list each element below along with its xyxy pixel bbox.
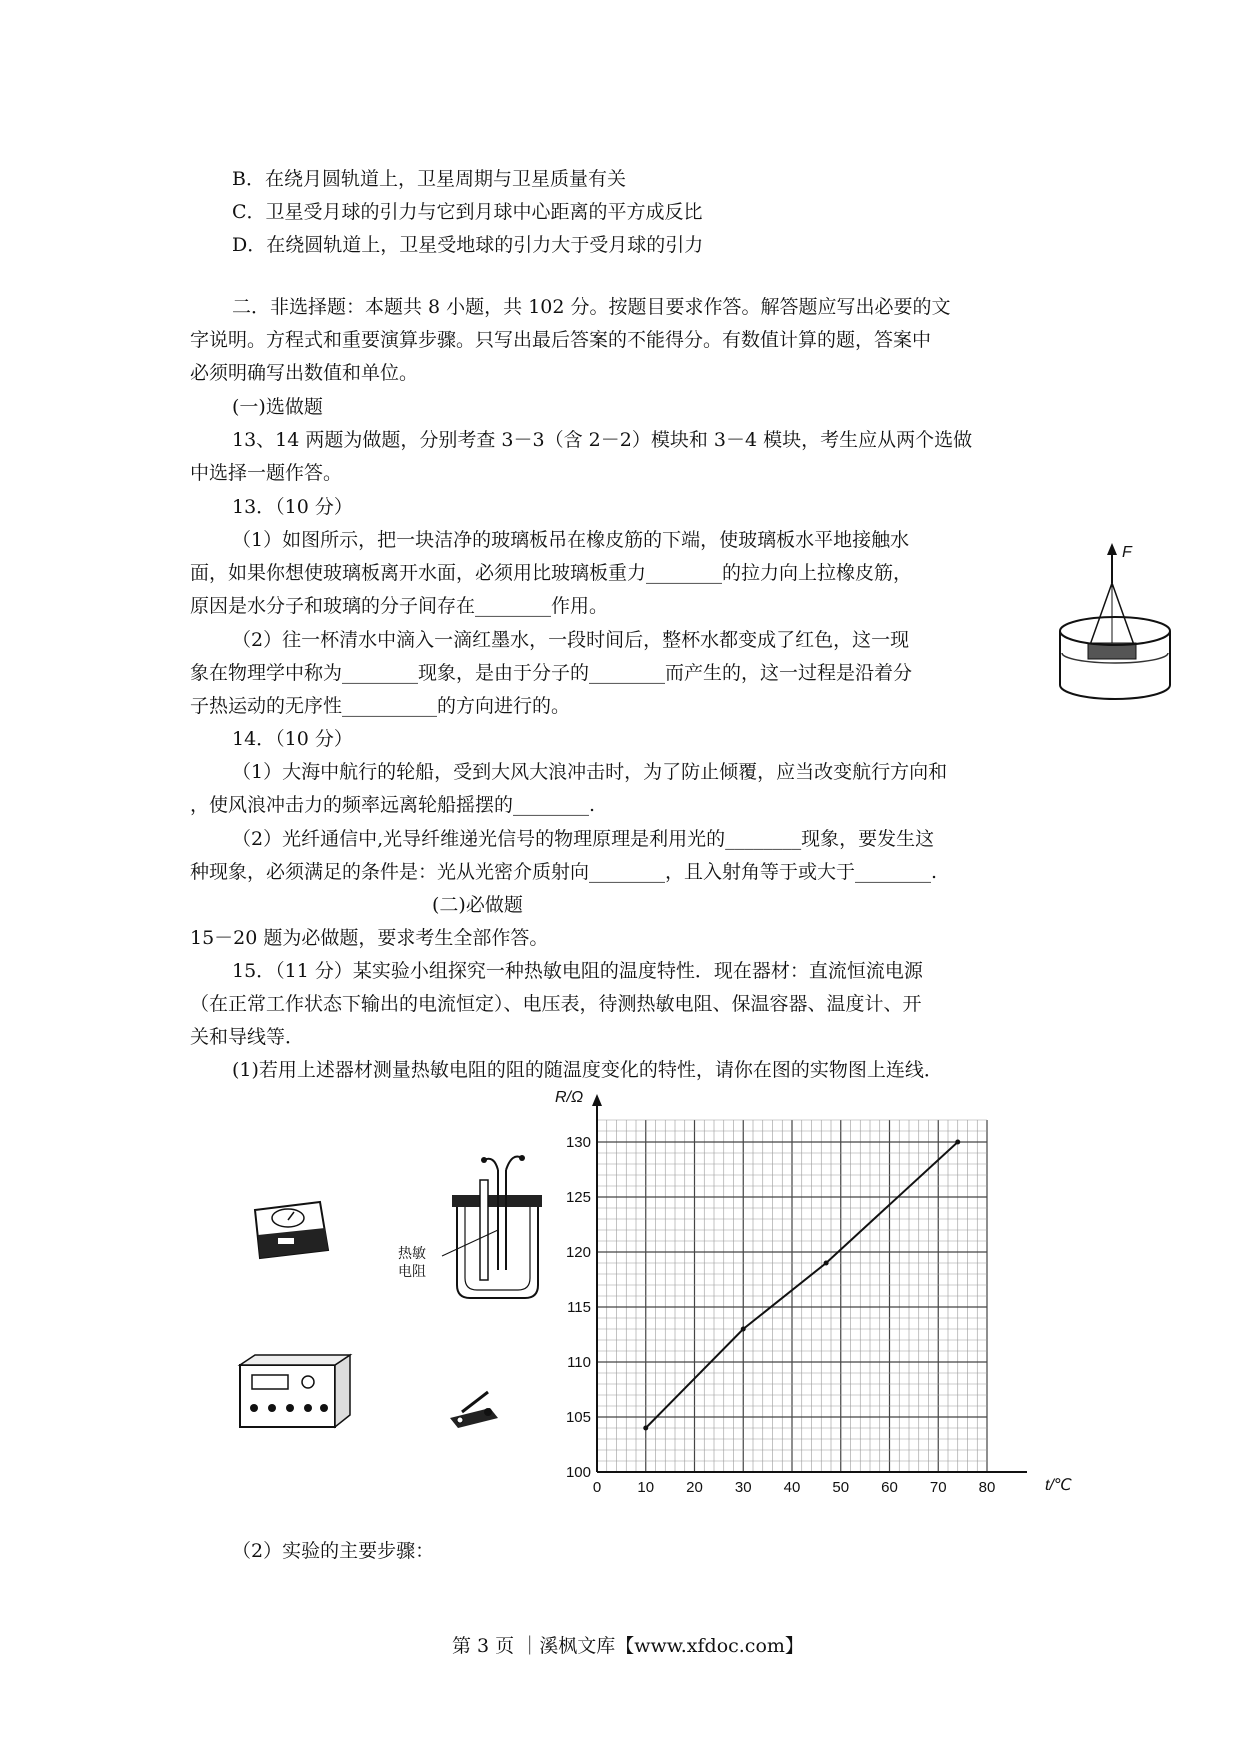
q13-p2-line: （2）往一杯清水中滴入一滴红墨水，一段时间后，整杯水都变成了红色，这一现 — [232, 629, 910, 651]
required-note: 15－20 题为必做题，要求考生全部作答。 — [190, 927, 549, 949]
section2-intro-line: 必须明确写出数值和单位。 — [190, 362, 419, 384]
y-tick-label: 115 — [567, 1299, 591, 1316]
x-tick-label: 60 — [881, 1479, 898, 1496]
data-point — [741, 1327, 746, 1332]
force-label: F — [1122, 544, 1132, 561]
optional-note-line: 中选择一题作答。 — [190, 462, 343, 484]
option-d: D．在绕圆轨道上，卫星受地球的引力大于受月球的引力 — [232, 234, 704, 256]
q15-step1: (1)若用上述器材测量热敏电阻的阻的随温度变化的特性，请你在图的实物图上连线． — [232, 1059, 943, 1081]
q15-line: 15．（11 分）某实验小组探究一种热敏电阻的温度特性．现在器材：直流恒流电源 — [232, 960, 923, 982]
x-tick-label: 30 — [734, 1479, 752, 1496]
q13-p1-line: 原因是水分子和玻璃的分子间存在________作用。 — [190, 595, 609, 617]
y-tick-label: 125 — [565, 1189, 591, 1206]
q13-p1-line: （1）如图所示，把一块洁净的玻璃板吊在橡皮筋的下端，使玻璃板水平地接触水 — [232, 529, 910, 551]
page-footer: 第 3 页 ｜溪枫文库【www.xfdoc.com】 — [452, 1635, 804, 1657]
q13-p2-line: 象在物理学中称为________现象，是由于分子的________而产生的，这一过程是沿着分 — [190, 662, 913, 684]
insulated-container-icon — [398, 1155, 542, 1298]
x-tick-label: 40 — [783, 1479, 801, 1496]
x-tick-label: 80 — [978, 1479, 996, 1496]
q13-p1-line: 面，如果你想使玻璃板离开水面，必须用比玻璃板重力________的拉力向上拉橡皮筋， — [190, 562, 913, 584]
y-tick-label: 110 — [567, 1354, 591, 1371]
switch-icon — [450, 1392, 498, 1428]
q14-header: 14．（10 分） — [232, 728, 353, 750]
x-tick-label: 0 — [592, 1479, 602, 1496]
x-tick-label: 10 — [637, 1479, 655, 1496]
thermistor-label: 电阻 — [398, 1263, 426, 1279]
x-tick-label: 20 — [686, 1479, 703, 1496]
power-supply-icon — [240, 1355, 350, 1427]
optional-note-line: 13、14 两题为做题，分别考查 3－3（含 2－2）模块和 3－4 模块，考生应从两个选做 — [232, 429, 973, 451]
y-tick-label: 130 — [565, 1134, 591, 1151]
data-point — [824, 1261, 829, 1266]
optional-heading: (一)选做题 — [232, 396, 323, 418]
section2-intro-line: 字说明。方程式和重要演算步骤。只写出最后答案的不能得分。有数值计算的题，答案中 — [190, 329, 932, 351]
glass-plate-figure — [1050, 535, 1200, 715]
q13-header: 13．（10 分） — [232, 496, 353, 518]
data-point — [955, 1140, 960, 1145]
thermistor-label: 热敏 — [398, 1245, 426, 1261]
q14-p1-line: （1）大海中航行的轮船，受到大风大浪冲击时，为了防止倾覆，应当改变航行方向和 — [232, 761, 948, 783]
y-tick-label: 100 — [565, 1464, 591, 1481]
section2-intro-line: 二．非选择题：本题共 8 小题，共 102 分。按题目要求作答。解答题应写出必要的文 — [232, 296, 951, 318]
required-heading: (二)必做题 — [432, 894, 523, 916]
q14-p2-line: 种现象，必须满足的条件是：光从光密介质射向________，且入射角等于或大于________. — [190, 861, 938, 883]
apparatus-figure — [230, 1150, 550, 1440]
resistance-temperature-chart — [545, 1080, 1095, 1505]
y-axis-label: R/Ω — [555, 1089, 584, 1106]
data-point — [643, 1426, 648, 1431]
y-axis-arrow — [592, 1094, 602, 1106]
q14-p1-line: ，使风浪冲击力的频率远离轮船摇摆的________. — [190, 794, 596, 816]
x-tick-label: 50 — [832, 1479, 850, 1496]
q15-line: （在正常工作状态下输出的电流恒定）、电压表，待测热敏电阻、保温容器、温度计、开 — [190, 993, 922, 1015]
option-c: C．卫星受月球的引力与它到月球中心距离的平方成反比 — [232, 201, 703, 223]
q14-p2-line: （2）光纤通信中,光导纤维递光信号的物理原理是利用光的________现象，要发生这 — [232, 828, 935, 850]
voltmeter-icon — [255, 1202, 328, 1258]
x-tick-label: 70 — [929, 1479, 947, 1496]
option-b: B．在绕月圆轨道上，卫星周期与卫星质量有关 — [232, 168, 626, 190]
q15-line: 关和导线等． — [190, 1026, 305, 1048]
y-tick-label: 105 — [565, 1409, 591, 1426]
q13-p2-line: 子热运动的无序性__________的方向进行的。 — [190, 695, 571, 717]
q15-step2: （2）实验的主要步骤： — [232, 1540, 435, 1562]
x-axis-label: t/℃ — [1045, 1477, 1072, 1494]
y-tick-label: 120 — [565, 1244, 591, 1261]
